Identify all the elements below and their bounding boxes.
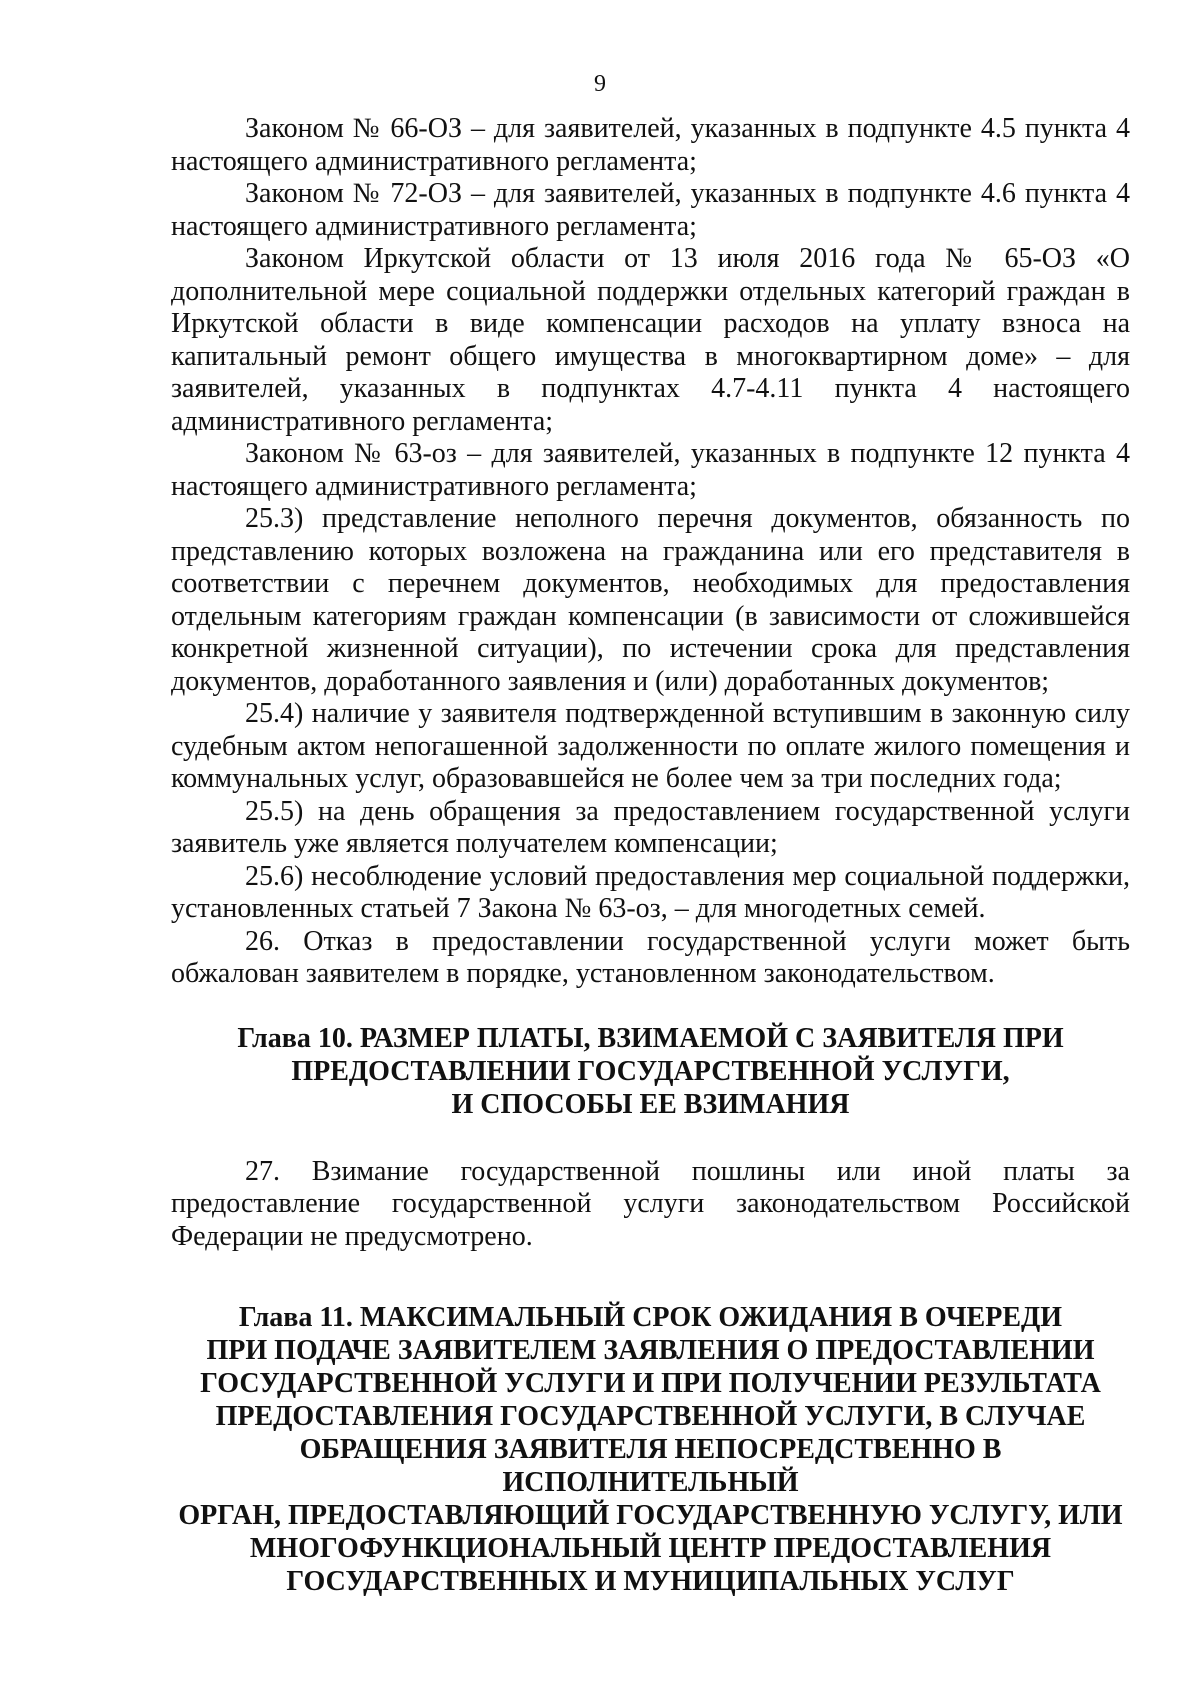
chapter-11-heading-line: ПРЕДОСТАВЛЕНИЯ ГОСУДАРСТВЕННОЙ УСЛУГИ, В СЛУЧАЕ xyxy=(215,1401,1086,1432)
paragraph-25-3: 25.3) представление неполного перечня документов, обязанность по представлению которых возложена на гражданина или его представителя в соответствии с перечнем документов, необходимых для предоставления отдельным категориям граждан компенсации (в зависимости от сложившейся конкретной жизненной ситуации), по истечении срока для представления документов, доработанного заявления и (или) доработанных документов; xyxy=(171,503,1130,697)
paragraph-25-5: 25.5) на день обращения за предоставлением государственной услуги заявитель уже является получателем компенсации; xyxy=(171,795,1130,859)
chapter-11-heading-line: ГОСУДАРСТВЕННЫХ И МУНИЦИПАЛЬНЫХ УСЛУГ xyxy=(286,1566,1015,1597)
chapter-11-heading-line: МНОГОФУНКЦИОНАЛЬНЫЙ ЦЕНТР ПРЕДОСТАВЛЕНИЯ xyxy=(249,1533,1052,1564)
document-body xyxy=(171,113,1130,1598)
chapter-10-heading-line: ПРЕДОСТАВЛЕНИИ ГОСУДАРСТВЕННОЙ УСЛУГИ, xyxy=(291,1055,1010,1087)
chapter-11-heading-line: ОРГАН, ПРЕДОСТАВЛЯЮЩИЙ ГОСУДАРСТВЕННУЮ УСЛУГУ, ИЛИ xyxy=(178,1500,1123,1531)
chapter-11-heading-line: ГОСУДАРСТВЕННОЙ УСЛУГИ И ПРИ ПОЛУЧЕНИИ РЕЗУЛЬТАТА xyxy=(200,1368,1101,1399)
spacer xyxy=(171,1121,1130,1156)
paragraph-law-63: Законом № 63-оз – для заявителей, указанных в подпункте 12 пункта 4 настоящего административного регламента; xyxy=(171,438,1130,502)
paragraph-law-66: Законом № 66-ОЗ – для заявителей, указанных в подпункте 4.5 пункта 4 настоящего административного регламента; xyxy=(171,113,1130,177)
paragraph-26: 26. Отказ в предоставлении государственной услуги может быть обжалован заявителем в порядке, установленном законодательством. xyxy=(171,925,1130,989)
paragraph-law-72: Законом № 72-ОЗ – для заявителей, указанных в подпункте 4.6 пункта 4 настоящего административного регламента; xyxy=(171,178,1130,242)
paragraph-27: 27. Взимание государственной пошлины или иной платы за предоставление государственной услуги законодательством Российской Федерации не предусмотрено. xyxy=(171,1155,1130,1252)
chapter-10-heading-line: Глава 10. РАЗМЕР ПЛАТЫ, ВЗИМАЕМОЙ С ЗАЯВИТЕЛЯ ПРИ xyxy=(237,1022,1064,1054)
chapter-10-heading-line: И СПОСОБЫ ЕЕ ВЗИМАНИЯ xyxy=(451,1088,850,1120)
page-number: 9 xyxy=(594,71,606,97)
chapter-11-heading xyxy=(171,1301,1130,1598)
chapter-11-heading-line: Глава 11. МАКСИМАЛЬНЫЙ СРОК ОЖИДАНИЯ В ОЧЕРЕДИ xyxy=(238,1302,1063,1333)
spacer xyxy=(171,1253,1130,1301)
paragraph-25-6: 25.6) несоблюдение условий предоставления мер социальной поддержки, установленных статьей 7 Закона № 63-оз, – для многодетных семей. xyxy=(171,860,1130,924)
spacer xyxy=(171,991,1130,1022)
paragraph-25-4: 25.4) наличие у заявителя подтвержденной вступившим в законную силу судебным актом непогашенной задолженности по оплате жилого помещения и коммунальных услуг, образовавшейся не более чем за три последних года; xyxy=(171,698,1130,794)
chapter-11-heading-line: ПРИ ПОДАЧЕ ЗАЯВИТЕЛЕМ ЗАЯВЛЕНИЯ О ПРЕДОСТАВЛЕНИИ xyxy=(206,1335,1095,1366)
chapter-10-heading xyxy=(171,1022,1130,1121)
chapter-11-heading-line: ОБРАЩЕНИЯ ЗАЯВИТЕЛЯ НЕПОСРЕДСТВЕННО В ИСПОЛНИТЕЛЬНЫЙ xyxy=(299,1434,1002,1498)
paragraph-law-65: Законом Иркутской области от 13 июля 2016 года № 65-ОЗ «О дополнительной мере социальной поддержки отдельных категорий граждан в Иркутской области в виде компенсации расходов на уплату взноса на капитальный ремонт общего имущества в многоквартирном доме» – для заявителей, указанных в подпунктах 4.7-4.11 пункта 4 настоящего административного регламента; xyxy=(171,243,1130,437)
